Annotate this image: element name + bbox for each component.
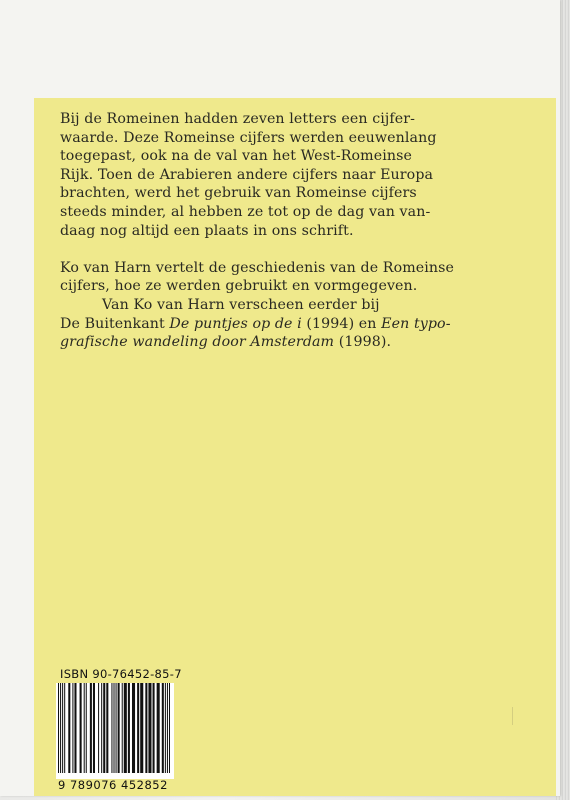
barcode-bar <box>98 683 99 773</box>
barcode-bar <box>122 683 123 773</box>
barcode-bar <box>145 683 147 773</box>
barcode-bar <box>106 683 108 773</box>
barcode-bar <box>93 683 95 773</box>
book-title: Een typo- <box>381 315 451 332</box>
barcode-bar <box>169 683 170 773</box>
barcode-bar <box>60 683 61 773</box>
barcode-bar <box>74 683 76 773</box>
blurb-line: Rijk. Toen de Arabieren andere cijfers naar Europa <box>60 166 434 183</box>
crease-mark <box>512 707 521 725</box>
barcode-bar <box>113 683 114 773</box>
barcode-bar <box>116 683 117 773</box>
barcode-bar <box>148 683 151 773</box>
year-text: (1998). <box>334 334 392 351</box>
blurb-line: steeds minder, al hebben ze tot op de dag van van- <box>60 203 431 220</box>
blurb-line: brachten, werd het gebruik van Romeinse cijfers <box>60 185 417 202</box>
blurb-line: Ko van Harn vertelt de geschiedenis van de Romeinse <box>60 259 455 276</box>
book-title: grafische wandeling door Amsterdam <box>60 334 335 351</box>
blurb-line <box>60 333 530 352</box>
isbn-label: ISBN 90-76452-85-7 <box>60 667 182 681</box>
barcode-bar <box>140 683 143 773</box>
barcode-bar <box>132 683 135 773</box>
barcode-bar <box>62 683 63 773</box>
barcode-bar <box>80 683 82 773</box>
blurb-line: daag nog altijd een plaats in ons schrift. <box>60 222 354 239</box>
blurb-line: Bij de Romeinen hadden zeven letters een cijfer- <box>60 111 416 127</box>
blurb-line: cijfers, hoe ze werden gebruikt en vormgegeven. <box>60 278 418 295</box>
book-title: De puntjes op de i <box>169 315 302 332</box>
barcode-bar <box>162 683 164 773</box>
barcode-bar <box>84 683 85 773</box>
barcode-bar <box>101 683 102 773</box>
barcode-bar <box>124 683 127 773</box>
barcode-bar <box>128 683 130 773</box>
barcode-bar <box>90 683 92 773</box>
publisher-name: De Buitenkant <box>60 315 170 332</box>
year-text: (1994) en <box>301 315 382 332</box>
barcode-bar <box>58 683 59 773</box>
barcode-bar <box>86 683 87 773</box>
blurb-line <box>60 315 530 334</box>
barcode-bar <box>111 683 112 773</box>
barcode-bar <box>167 683 168 773</box>
barcode-bar <box>64 683 65 773</box>
blurb-line: toegepast, ook na de val van het West-Romeinse <box>60 148 412 165</box>
barcode-bar <box>118 683 120 773</box>
blurb-line: waarde. Deze Romeinse cijfers werden eeuwenlang <box>60 129 437 146</box>
paragraph-gap <box>60 240 530 259</box>
blurb-text <box>60 110 530 352</box>
barcode-bar <box>72 683 73 773</box>
barcode-bar <box>157 683 160 773</box>
barcode-bar <box>165 683 166 773</box>
barcode <box>56 683 174 779</box>
barcode-bar <box>103 683 105 773</box>
barcode-bars <box>58 683 172 775</box>
barcode-bar <box>137 683 139 773</box>
blurb-line: Van Ko van Harn verscheen eerder bij <box>102 296 380 313</box>
barcode-digits: 9 789076 452852 <box>58 778 168 792</box>
barcode-bar <box>68 683 70 773</box>
barcode-bar <box>153 683 155 773</box>
